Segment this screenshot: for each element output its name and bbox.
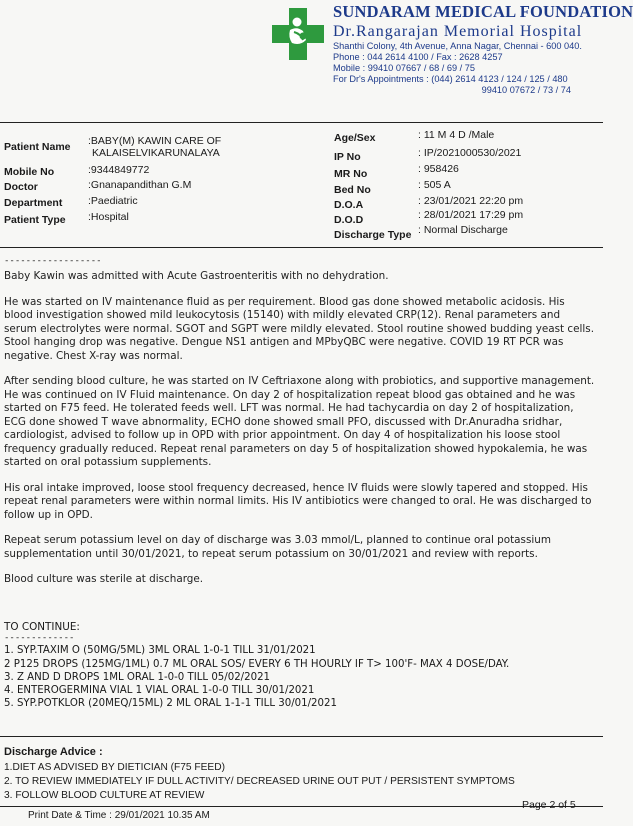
label-ip-no: IP No	[334, 151, 361, 163]
value-department: :Paediatric	[88, 195, 138, 207]
label-discharge-type: Discharge Type	[334, 229, 412, 241]
label-patient-type: Patient Type	[4, 214, 66, 226]
summary-body	[4, 270, 596, 599]
label-doa: D.O.A	[334, 199, 364, 211]
discharge-advice-list	[4, 761, 515, 803]
value-doctor: :Gnanapandithan G.M	[88, 179, 192, 191]
label-mobile: Mobile No	[4, 166, 55, 178]
section-dashes: ------------------	[4, 256, 102, 266]
discharge-advice-title: Discharge Advice :	[4, 746, 103, 758]
header-divider	[0, 122, 603, 123]
paragraph-investigations: He was started on IV maintenance fluid as per requirement. Blood gas done showed metabolic acidosis. His blood investigation showed mild leukocytosis (15140) with mildly elevated CRP(12). Renal parameters and serum electrolytes were normal. SGOT and SGPT were mildly elevated. Stool routine showed budding yeast cells. Stool hanging drop was negative. Dengue NS1 antigen and MPbyQBC were negative. COVID 19 RT PCR was negative. Chest X-ray was normal.	[4, 295, 595, 362]
page-number: Page 2 of 5	[522, 799, 576, 811]
hospital-name: SUNDARAM MEDICAL FOUNDATION	[333, 2, 633, 21]
value-bed-no: : 505 A	[418, 179, 451, 191]
advice-item: 2. TO REVIEW IMMEDIATELY IF DULL ACTIVITY/ DECREASED URINE OUT PUT / PERSISTENT SYMPTOMS	[4, 776, 515, 787]
hospital-appointments: For Dr's Appointments : (044) 2614 4123 / 124 / 125 / 480	[333, 74, 568, 84]
value-patient-type: :Hospital	[88, 211, 129, 223]
info-divider	[0, 247, 603, 248]
value-discharge-type: : Normal Discharge	[418, 224, 508, 236]
label-department: Department	[4, 197, 63, 209]
footer-divider	[0, 806, 603, 807]
paragraph-course: After sending blood culture, he was started on IV Ceftriaxone along with probiotics, and supportive management. He was continued on IV Fluid maintenance. On day 2 of hospitalization repeat blood gas obtained and he was started on F75 feed. He tolerated feeds well. LFT was normal. He had tachycardia on day 2 of hospitalization, ECG done showed T wave abnormality, ECHO done showed small PFO, discussed with Dr.Anuradha sridhar, cardiologist, advised to follow up in OPD with prior appointment. On day 4 of hospitalization his loose stool frequency gradually reduced. Repeat renal parameters on day 5 of hospitalization showed hypokalemia, he was started on oral potassium supplements.	[4, 375, 595, 468]
medication-item: 2 P125 DROPS (125MG/1ML) 0.7 ML ORAL SOS/ EVERY 6 TH HOURLY IF T> 100'F- MAX 4 DOSE/DAY.	[4, 658, 510, 670]
hospital-address: Shanthi Colony, 4th Avenue, Anna Nagar, Chennai - 600 040.	[333, 41, 582, 51]
hospital-phone: Phone : 044 2614 4100 / Fax : 2628 4257	[333, 52, 503, 62]
label-mr-no: MR No	[334, 168, 368, 180]
medication-list	[4, 633, 510, 711]
print-date-time: Print Date & Time : 29/01/2021 10.35 AM	[28, 810, 210, 821]
hospital-appointments-2: 99410 07672 / 73 / 74	[481, 85, 571, 95]
value-patient-name-2: KALAISELVIKARUNALAYA	[92, 147, 220, 159]
medication-item: 3. Z AND D DROPS 1ML ORAL 1-0-0 TILL 05/02/2021	[4, 671, 271, 683]
value-mobile: :9344849772	[88, 164, 150, 176]
cross-mother-child-icon	[270, 6, 326, 62]
label-patient-name: Patient Name	[4, 141, 71, 153]
hospital-mobile: Mobile : 99410 07667 / 68 / 69 / 75	[333, 63, 476, 73]
value-dod: : 28/01/2021 17:29 pm	[418, 209, 524, 221]
label-age-sex: Age/Sex	[334, 132, 376, 144]
hospital-header	[333, 2, 633, 96]
to-continue-title: TO CONTINUE:	[4, 621, 80, 633]
advice-divider	[0, 736, 603, 737]
value-mr-no: : 958426	[418, 163, 459, 175]
medication-item: 4. ENTEROGERMINA VIAL 1 VIAL ORAL 1-0-0 TILL 30/01/2021	[4, 685, 315, 697]
paragraph-culture: Blood culture was sterile at discharge.	[4, 573, 204, 585]
label-doctor: Doctor	[4, 181, 38, 193]
hospital-logo	[270, 6, 326, 62]
paragraph-improvement: His oral intake improved, loose stool frequency decreased, hence IV fluids were slowly tapered and stopped. His repeat renal parameters were within normal limits. His IV antibiotics were changed to oral. He was discharged to follow up in OPD.	[4, 481, 592, 521]
to-continue-underline: -------------	[4, 633, 75, 643]
value-patient-name-1: :BABY(M) KAWIN CARE OF	[88, 135, 222, 147]
label-bed-no: Bed No	[334, 184, 371, 196]
value-age-sex: : 11 M 4 D /Male	[418, 129, 495, 141]
paragraph-potassium: Repeat serum potassium level on day of discharge was 3.03 mmol/L, planned to continue oral potassium supplementation until 30/01/2021, to repeat serum potassium on 30/01/2021 and review with reports.	[4, 534, 551, 560]
medication-item: 1. SYP.TAXIM O (50MG/5ML) 3ML ORAL 1-0-1 TILL 31/01/2021	[4, 645, 316, 657]
value-doa: : 23/01/2021 22:20 pm	[418, 195, 524, 207]
advice-item: 3. FOLLOW BLOOD CULTURE AT REVIEW	[4, 790, 205, 801]
paragraph-admission: Baby Kawin was admitted with Acute Gastroenteritis with no dehydration.	[4, 270, 389, 282]
hospital-subname: Dr.Rangarajan Memorial Hospital	[333, 23, 583, 40]
medication-item: 5. SYP.POTKLOR (20MEQ/15ML) 2 ML ORAL 1-1-1 TILL 30/01/2021	[4, 698, 337, 710]
advice-item: 1.DIET AS ADVISED BY DIETICIAN (F75 FEED)	[4, 762, 225, 773]
value-ip-no: : IP/2021000530/2021	[418, 147, 522, 159]
label-dod: D.O.D	[334, 214, 364, 226]
